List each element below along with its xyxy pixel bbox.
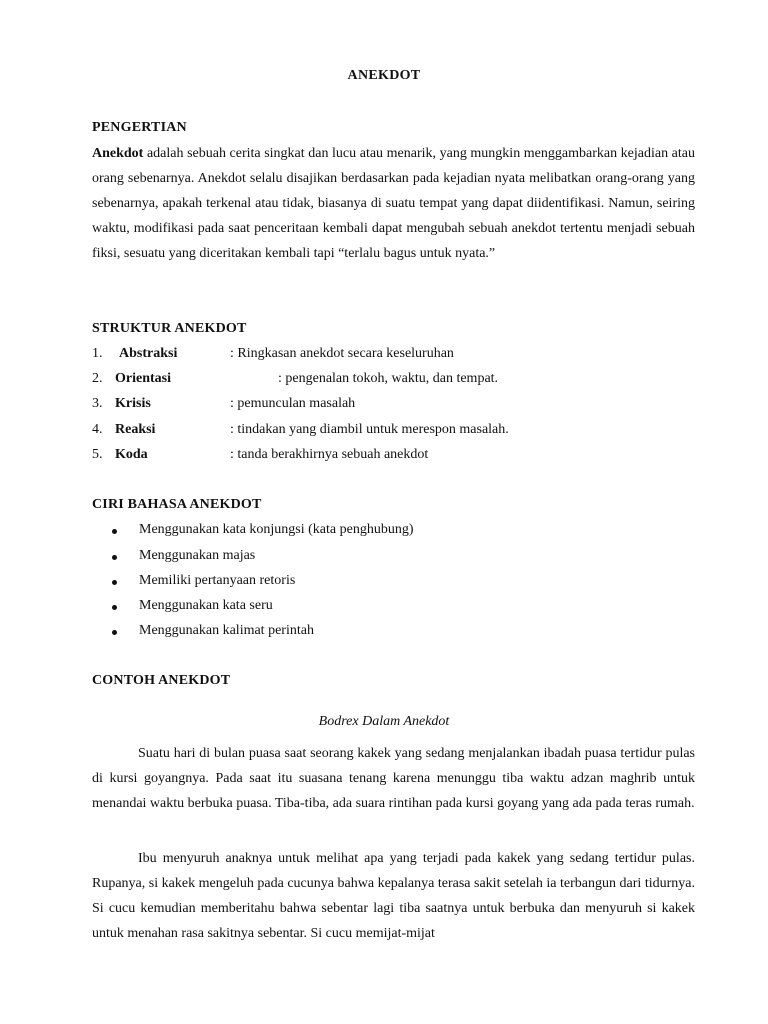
pengertian-paragraph (92, 141, 695, 266)
bullet-icon (112, 630, 117, 635)
struktur-item-number: 1. (92, 346, 103, 361)
struktur-item-number: 3. (92, 396, 103, 411)
ciri-list-item-text: Memiliki pertanyaan retoris (139, 573, 296, 588)
pengertian-term: Anekdot (92, 146, 144, 161)
struktur-item-term: Koda (115, 447, 148, 462)
story-paragraph (92, 741, 695, 816)
pengertian-heading: PENGERTIAN (92, 120, 187, 135)
document-title: ANEKDOT (347, 68, 421, 83)
struktur-item-number: 4. (92, 422, 103, 437)
story-paragraph-text: Suatu hari di bulan puasa saat seorang kakek yang sedang menjalankan ibadah puasa tertidur pulas di kursi goyangnya. Pada saat itu suasana tenang karena menunggu tiba waktu adzan maghrib untuk menandai waktu berbuka puasa. Tiba-tiba, ada suara rintihan pada kursi goyang yang ada pada teras rumah. (92, 746, 695, 811)
struktur-item-desc: : pengenalan tokoh, waktu, dan tempat. (278, 371, 499, 386)
ciri-list-item-text: Menggunakan kata konjungsi (kata penghubung) (139, 522, 414, 537)
struktur-heading: STRUKTUR ANEKDOT (92, 321, 247, 336)
struktur-item-desc: : pemunculan masalah (230, 396, 356, 411)
contoh-heading: CONTOH ANEKDOT (92, 673, 231, 688)
struktur-item-term: Krisis (115, 396, 151, 411)
story-title: Bodrex Dalam Anekdot (318, 714, 450, 729)
struktur-item-desc: : Ringkasan anekdot secara keseluruhan (230, 346, 454, 361)
bullet-icon (112, 580, 117, 585)
ciri-list-item-text: Menggunakan majas (139, 548, 256, 563)
struktur-item-term: Orientasi (115, 371, 171, 386)
bullet-icon (112, 529, 117, 534)
struktur-item-term: Abstraksi (119, 346, 178, 361)
struktur-item-desc: : tindakan yang diambil untuk merespon masalah. (230, 422, 509, 437)
bullet-icon (112, 605, 117, 610)
ciri-list-item-text: Menggunakan kata seru (139, 598, 273, 613)
struktur-item-number: 2. (92, 371, 103, 386)
pengertian-text: adalah sebuah cerita singkat dan lucu atau menarik, yang mungkin menggambarkan kejadian atau orang sebenarnya. Anekdot selalu disajikan berdasarkan pada kejadian nyata melibatkan orang-orang yang sebenarnya, apakah terkenal atau tidak, biasanya di suatu tempat yang dapat diidentifikasi. Namun, seiring waktu, modifikasi pada saat penceritaan kembali dapat mengubah sebuah anekdot tertentu menjadi sebuah fiksi, sesuatu yang diceritakan kembali tapi “terlalu bagus untuk nyata.” (92, 146, 695, 261)
story-paragraph-text: Ibu menyuruh anaknya untuk melihat apa yang terjadi pada kakek yang sedang tertidur pulas. Rupanya, si kakek mengeluh pada cucunya bahwa kepalanya terasa sakit setelah ia terbangun dari tidurnya. Si cucu kemudian memberitahu bahwa sebentar lagi tiba saatnya untuk berbuka dan menyuruh si kakek untuk menahan rasa sakitnya sebentar. Si cucu memijat-mijat (92, 851, 695, 941)
ciri-heading: CIRI BAHASA ANEKDOT (92, 497, 262, 512)
struktur-item-term: Reaksi (115, 422, 156, 437)
struktur-item-desc: : tanda berakhirnya sebuah anekdot (230, 447, 429, 462)
story-paragraph (92, 846, 695, 946)
struktur-item-number: 5. (92, 447, 103, 462)
ciri-list-item-text: Menggunakan kalimat perintah (139, 623, 314, 638)
bullet-icon (112, 555, 117, 560)
